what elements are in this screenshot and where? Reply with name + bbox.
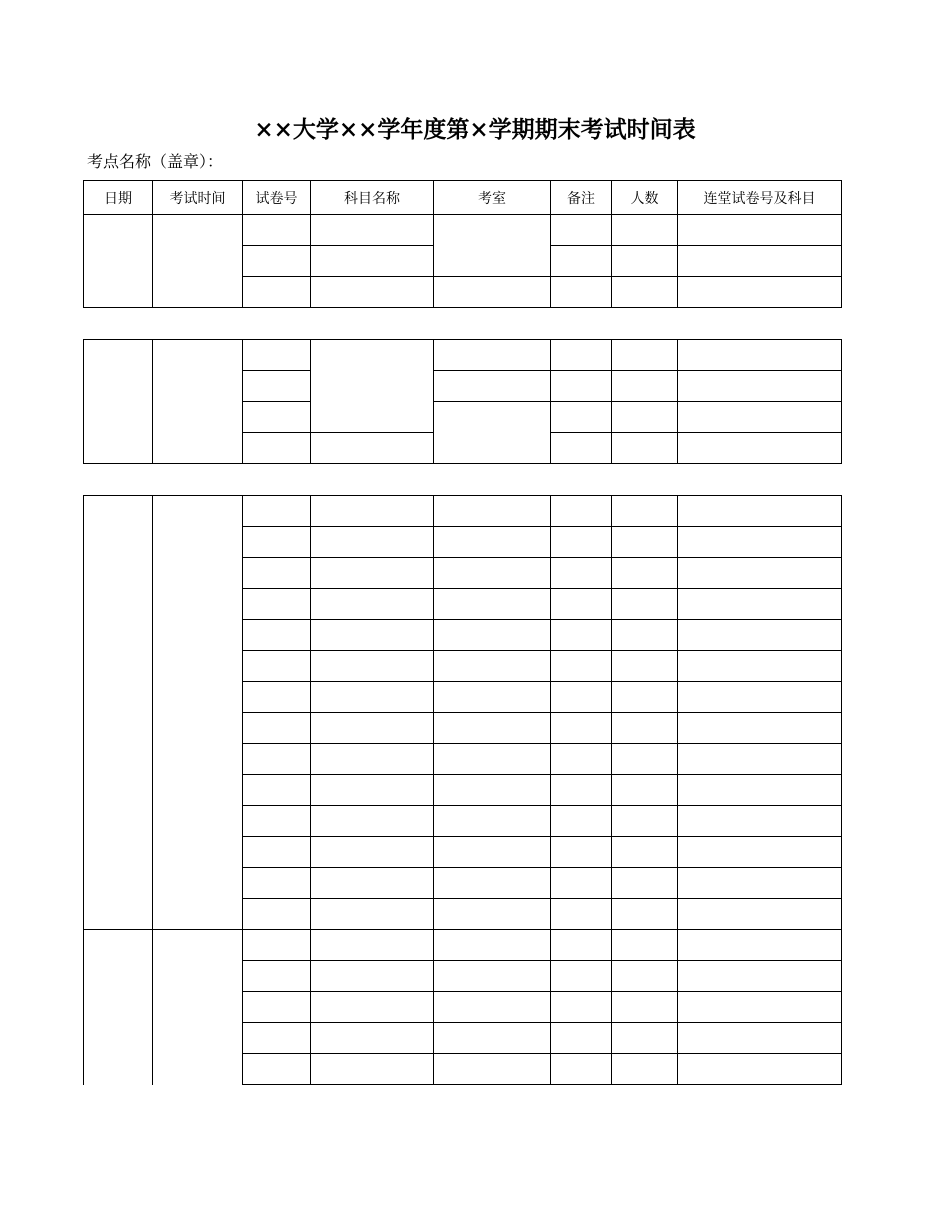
- paper-no-cell[interactable]: [243, 589, 311, 620]
- room-cell[interactable]: [434, 775, 551, 806]
- table-row: [84, 496, 842, 527]
- paper-no-cell[interactable]: [243, 402, 311, 433]
- count-cell[interactable]: [612, 930, 678, 961]
- paper-no-cell[interactable]: [243, 277, 311, 308]
- remark-cell[interactable]: [551, 682, 612, 713]
- consecutive-cell[interactable]: [678, 433, 842, 464]
- consecutive-cell[interactable]: [678, 682, 842, 713]
- header-paper-no: 试卷号: [243, 181, 311, 215]
- table-row: [84, 340, 842, 371]
- header-count: 人数: [612, 181, 678, 215]
- count-cell[interactable]: [612, 713, 678, 744]
- exam-time-cell[interactable]: [153, 930, 243, 1085]
- paper-no-cell[interactable]: [243, 930, 311, 961]
- room-cell[interactable]: [434, 371, 551, 402]
- subject-cell[interactable]: [311, 992, 434, 1023]
- remark-cell[interactable]: [551, 775, 612, 806]
- consecutive-cell[interactable]: [678, 868, 842, 899]
- subject-cell[interactable]: [311, 1023, 434, 1054]
- paper-no-cell[interactable]: [243, 837, 311, 868]
- subject-cell[interactable]: [311, 558, 434, 589]
- date-cell[interactable]: [84, 496, 153, 930]
- count-cell[interactable]: [612, 340, 678, 371]
- consecutive-cell[interactable]: [678, 371, 842, 402]
- date-cell[interactable]: [84, 215, 153, 308]
- paper-no-cell[interactable]: [243, 620, 311, 651]
- room-cell[interactable]: [434, 215, 551, 277]
- subject-cell[interactable]: [311, 806, 434, 837]
- room-cell[interactable]: [434, 713, 551, 744]
- exam-time-cell[interactable]: [153, 496, 243, 930]
- count-cell[interactable]: [612, 775, 678, 806]
- count-cell[interactable]: [612, 558, 678, 589]
- paper-no-cell[interactable]: [243, 496, 311, 527]
- paper-no-cell[interactable]: [243, 340, 311, 371]
- subject-cell[interactable]: [311, 682, 434, 713]
- subject-cell[interactable]: [311, 620, 434, 651]
- paper-no-cell[interactable]: [243, 992, 311, 1023]
- count-cell[interactable]: [612, 496, 678, 527]
- schedule-table-2: [83, 339, 842, 464]
- remark-cell[interactable]: [551, 215, 612, 246]
- count-cell[interactable]: [612, 246, 678, 277]
- room-cell[interactable]: [434, 527, 551, 558]
- header-remark: 备注: [551, 181, 612, 215]
- table-bottom-mask: [82, 1086, 241, 1090]
- subject-cell[interactable]: [311, 1054, 434, 1085]
- room-cell[interactable]: [434, 744, 551, 775]
- consecutive-cell[interactable]: [678, 246, 842, 277]
- subject-cell[interactable]: [311, 215, 434, 246]
- consecutive-cell[interactable]: [678, 402, 842, 433]
- consecutive-cell[interactable]: [678, 961, 842, 992]
- remark-cell[interactable]: [551, 496, 612, 527]
- count-cell[interactable]: [612, 527, 678, 558]
- consecutive-cell[interactable]: [678, 589, 842, 620]
- count-cell[interactable]: [612, 682, 678, 713]
- room-cell[interactable]: [434, 868, 551, 899]
- subject-cell[interactable]: [311, 651, 434, 682]
- room-cell[interactable]: [434, 558, 551, 589]
- room-cell[interactable]: [434, 1023, 551, 1054]
- count-cell[interactable]: [612, 868, 678, 899]
- consecutive-cell[interactable]: [678, 992, 842, 1023]
- subject-cell[interactable]: [311, 277, 434, 308]
- exam-site-label: 考点名称（盖章）：: [87, 152, 224, 171]
- subject-cell[interactable]: [311, 775, 434, 806]
- consecutive-cell[interactable]: [678, 558, 842, 589]
- room-cell[interactable]: [434, 496, 551, 527]
- count-cell[interactable]: [612, 837, 678, 868]
- paper-no-cell[interactable]: [243, 961, 311, 992]
- consecutive-cell[interactable]: [678, 1023, 842, 1054]
- remark-cell[interactable]: [551, 992, 612, 1023]
- paper-no-cell[interactable]: [243, 651, 311, 682]
- room-cell[interactable]: [434, 899, 551, 930]
- room-cell[interactable]: [434, 930, 551, 961]
- subject-cell[interactable]: [311, 527, 434, 558]
- header-consecutive: 连堂试卷号及科目: [678, 181, 842, 215]
- consecutive-cell[interactable]: [678, 277, 842, 308]
- header-exam-time: 考试时间: [153, 181, 243, 215]
- room-cell[interactable]: [434, 1054, 551, 1085]
- consecutive-cell[interactable]: [678, 930, 842, 961]
- room-cell[interactable]: [434, 837, 551, 868]
- table-row: [84, 930, 842, 961]
- remark-cell[interactable]: [551, 868, 612, 899]
- subject-cell[interactable]: [311, 496, 434, 527]
- remark-cell[interactable]: [551, 340, 612, 371]
- subject-cell[interactable]: [311, 868, 434, 899]
- consecutive-cell[interactable]: [678, 1054, 842, 1085]
- header-room: 考室: [434, 181, 551, 215]
- consecutive-cell[interactable]: [678, 744, 842, 775]
- remark-cell[interactable]: [551, 433, 612, 464]
- paper-no-cell[interactable]: [243, 868, 311, 899]
- remark-cell[interactable]: [551, 246, 612, 277]
- room-cell[interactable]: [434, 340, 551, 371]
- paper-no-cell[interactable]: [243, 806, 311, 837]
- subject-cell[interactable]: [311, 246, 434, 277]
- subject-cell[interactable]: [311, 589, 434, 620]
- remark-cell[interactable]: [551, 899, 612, 930]
- paper-no-cell[interactable]: [243, 371, 311, 402]
- subject-cell[interactable]: [311, 433, 434, 464]
- room-cell[interactable]: [434, 402, 551, 464]
- header-subject: 科目名称: [311, 181, 434, 215]
- consecutive-cell[interactable]: [678, 527, 842, 558]
- subject-cell[interactable]: [311, 961, 434, 992]
- document-title: ××大学××学年度第×学期期末考试时间表: [254, 116, 696, 143]
- paper-no-cell[interactable]: [243, 713, 311, 744]
- remark-cell[interactable]: [551, 713, 612, 744]
- count-cell[interactable]: [612, 1023, 678, 1054]
- subject-cell[interactable]: [311, 340, 434, 433]
- exam-time-cell[interactable]: [153, 340, 243, 464]
- paper-no-cell[interactable]: [243, 899, 311, 930]
- remark-cell[interactable]: [551, 589, 612, 620]
- count-cell[interactable]: [612, 620, 678, 651]
- paper-no-cell[interactable]: [243, 215, 311, 246]
- room-cell[interactable]: [434, 651, 551, 682]
- paper-no-cell[interactable]: [243, 775, 311, 806]
- remark-cell[interactable]: [551, 744, 612, 775]
- count-cell[interactable]: [612, 589, 678, 620]
- consecutive-cell[interactable]: [678, 651, 842, 682]
- consecutive-cell[interactable]: [678, 496, 842, 527]
- date-cell[interactable]: [84, 930, 153, 1085]
- paper-no-cell[interactable]: [243, 246, 311, 277]
- paper-no-cell[interactable]: [243, 744, 311, 775]
- consecutive-cell[interactable]: [678, 340, 842, 371]
- room-cell[interactable]: [434, 682, 551, 713]
- paper-no-cell[interactable]: [243, 682, 311, 713]
- subject-cell[interactable]: [311, 899, 434, 930]
- remark-cell[interactable]: [551, 837, 612, 868]
- count-cell[interactable]: [612, 371, 678, 402]
- header-row: [84, 181, 842, 215]
- room-cell[interactable]: [434, 992, 551, 1023]
- count-cell[interactable]: [612, 651, 678, 682]
- count-cell[interactable]: [612, 744, 678, 775]
- room-cell[interactable]: [434, 589, 551, 620]
- remark-cell[interactable]: [551, 277, 612, 308]
- remark-cell[interactable]: [551, 620, 612, 651]
- paper-no-cell[interactable]: [243, 1054, 311, 1085]
- room-cell[interactable]: [434, 806, 551, 837]
- paper-no-cell[interactable]: [243, 1023, 311, 1054]
- subject-cell[interactable]: [311, 713, 434, 744]
- consecutive-cell[interactable]: [678, 899, 842, 930]
- count-cell[interactable]: [612, 402, 678, 433]
- subject-cell[interactable]: [311, 837, 434, 868]
- schedule-table-3: [83, 495, 842, 1085]
- consecutive-cell[interactable]: [678, 775, 842, 806]
- count-cell[interactable]: [612, 1054, 678, 1085]
- remark-cell[interactable]: [551, 402, 612, 433]
- room-cell[interactable]: [434, 620, 551, 651]
- paper-no-cell[interactable]: [243, 433, 311, 464]
- remark-cell[interactable]: [551, 1054, 612, 1085]
- consecutive-cell[interactable]: [678, 215, 842, 246]
- schedule-table-1: [83, 180, 842, 308]
- header-date: 日期: [84, 181, 153, 215]
- table-row: [84, 215, 842, 246]
- remark-cell[interactable]: [551, 930, 612, 961]
- consecutive-cell[interactable]: [678, 837, 842, 868]
- remark-cell[interactable]: [551, 651, 612, 682]
- count-cell[interactable]: [612, 433, 678, 464]
- count-cell[interactable]: [612, 806, 678, 837]
- paper-no-cell[interactable]: [243, 527, 311, 558]
- remark-cell[interactable]: [551, 527, 612, 558]
- remark-cell[interactable]: [551, 371, 612, 402]
- count-cell[interactable]: [612, 215, 678, 246]
- remark-cell[interactable]: [551, 806, 612, 837]
- count-cell[interactable]: [612, 992, 678, 1023]
- exam-time-cell[interactable]: [153, 215, 243, 308]
- count-cell[interactable]: [612, 961, 678, 992]
- consecutive-cell[interactable]: [678, 806, 842, 837]
- remark-cell[interactable]: [551, 558, 612, 589]
- room-cell[interactable]: [434, 961, 551, 992]
- date-cell[interactable]: [84, 340, 153, 464]
- subject-cell[interactable]: [311, 930, 434, 961]
- remark-cell[interactable]: [551, 1023, 612, 1054]
- consecutive-cell[interactable]: [678, 713, 842, 744]
- subject-cell[interactable]: [311, 744, 434, 775]
- remark-cell[interactable]: [551, 961, 612, 992]
- room-cell[interactable]: [434, 277, 551, 308]
- consecutive-cell[interactable]: [678, 620, 842, 651]
- count-cell[interactable]: [612, 277, 678, 308]
- paper-no-cell[interactable]: [243, 558, 311, 589]
- count-cell[interactable]: [612, 899, 678, 930]
